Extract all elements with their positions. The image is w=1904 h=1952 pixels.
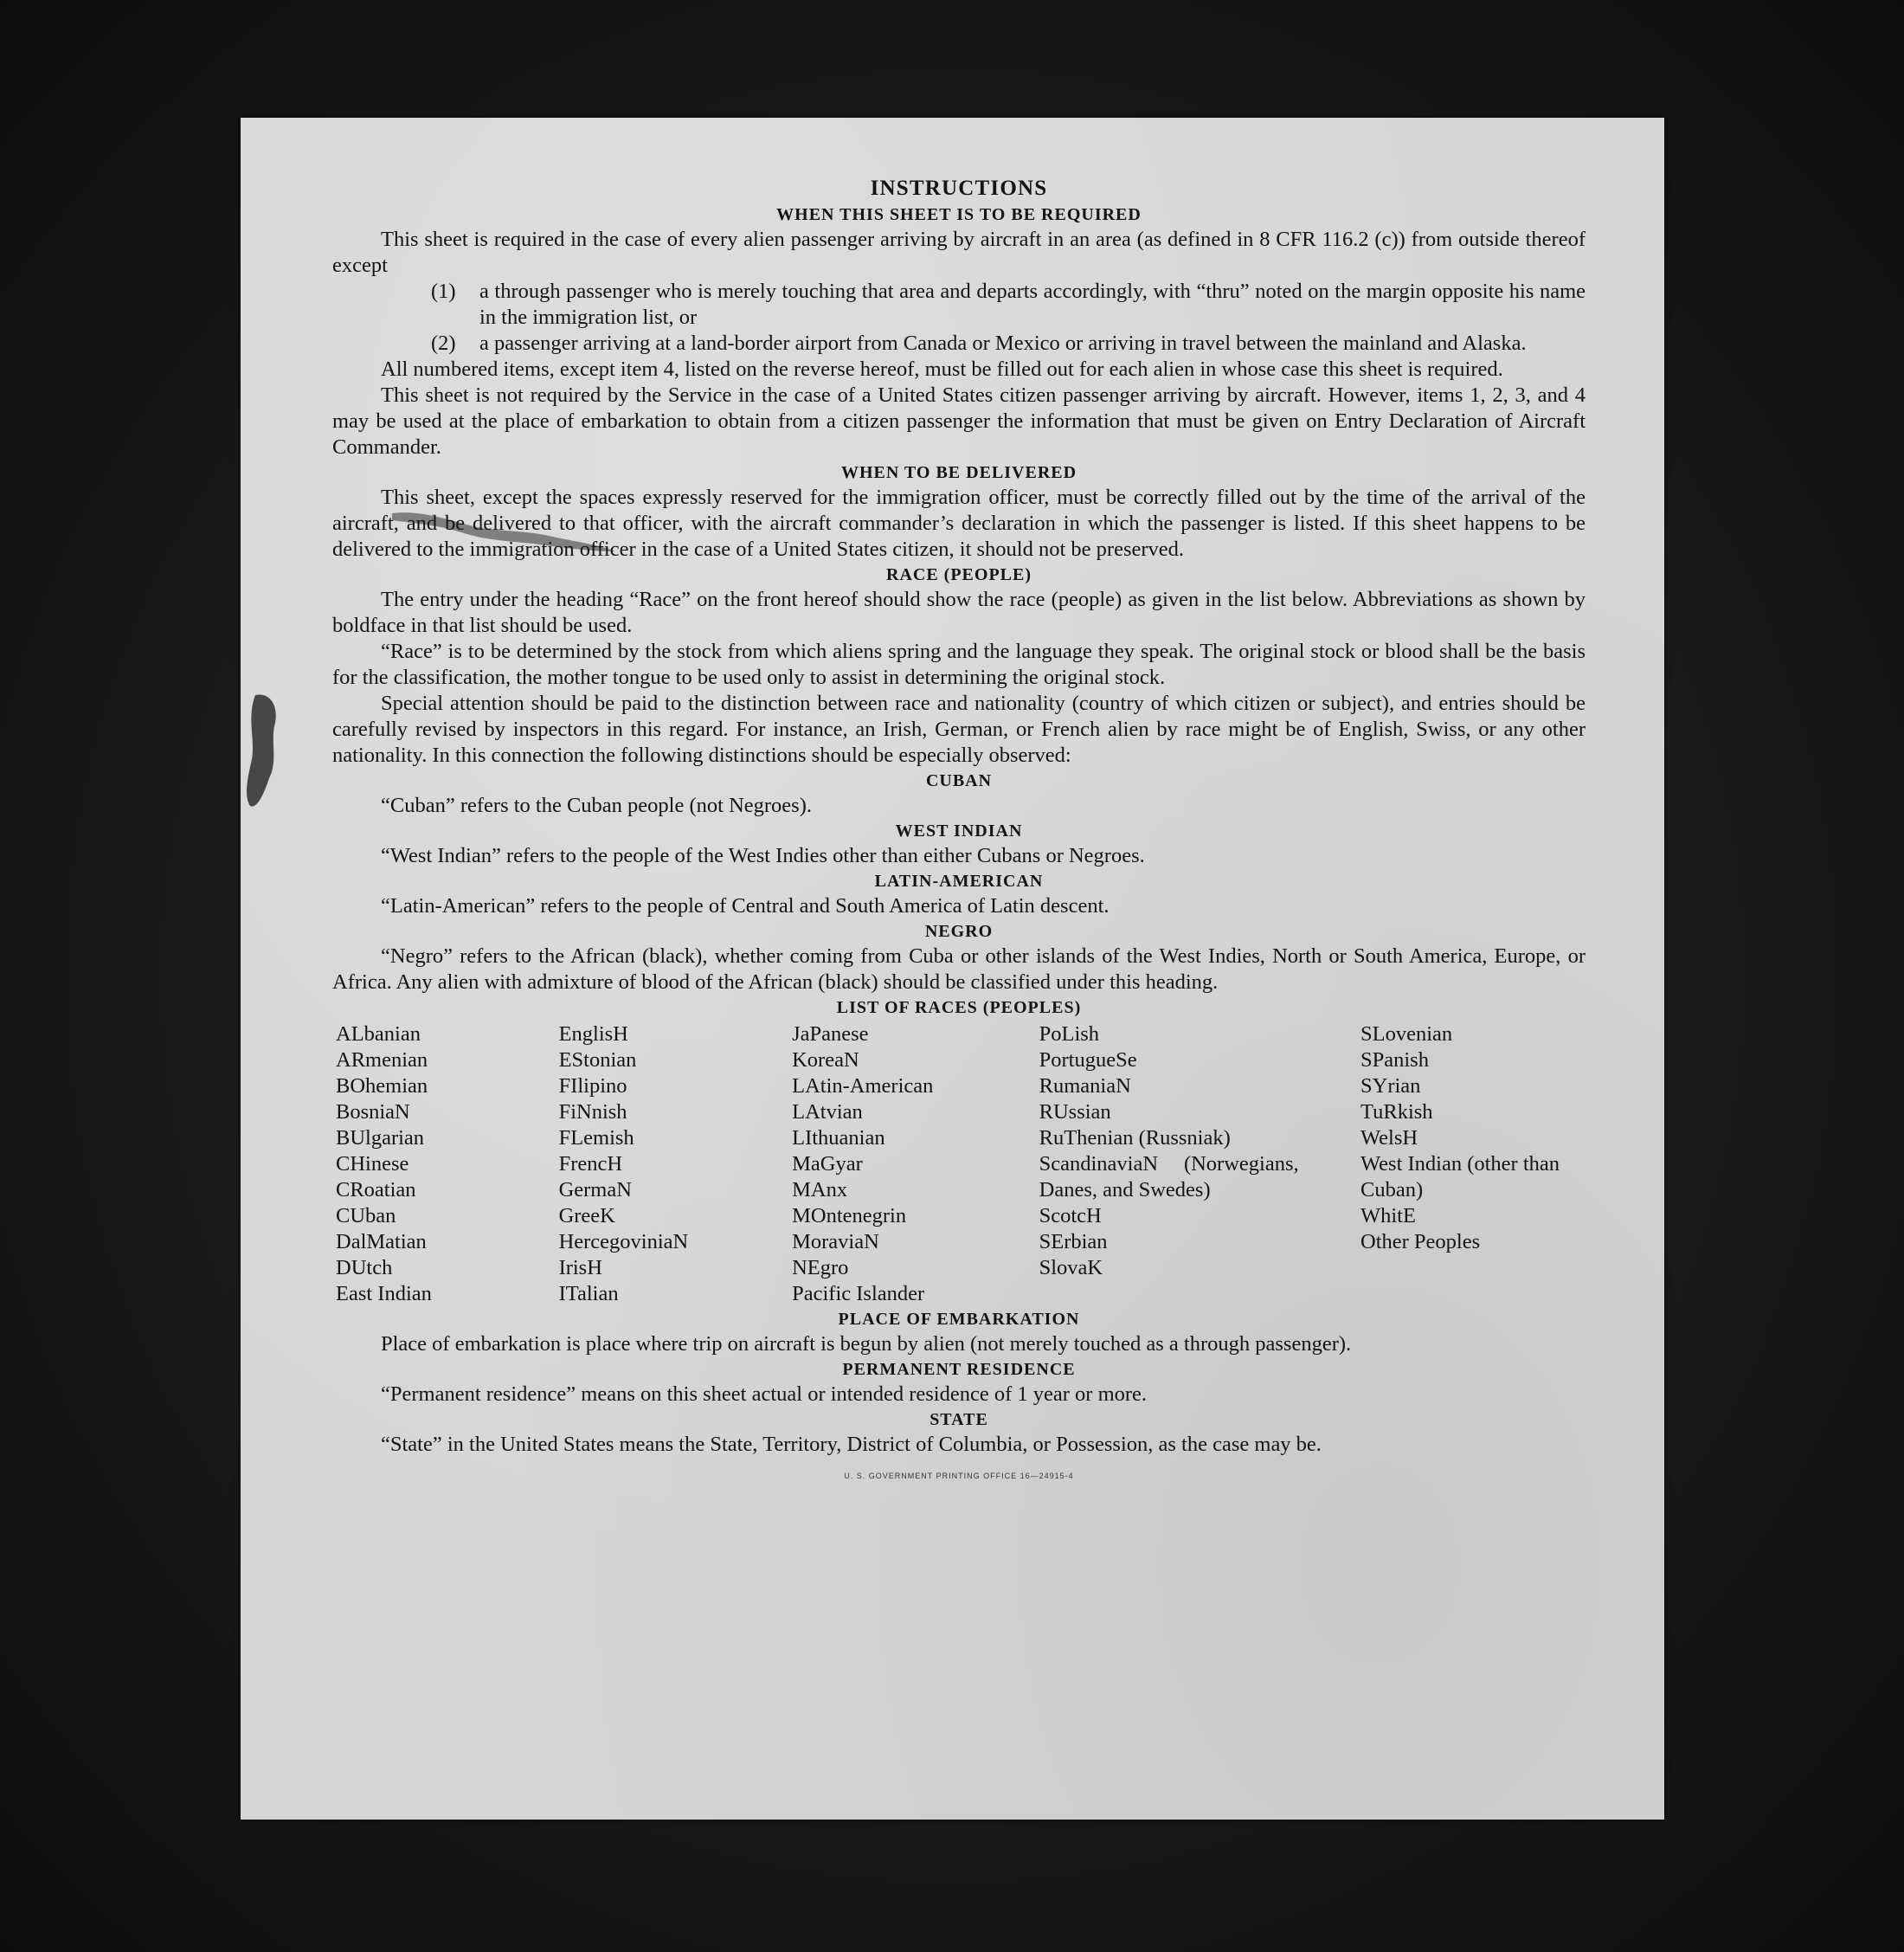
exception-item [431,331,1586,357]
race-column-3 [792,1021,1039,1307]
when-required-paragraph: This sheet is required in the case of every alien passenger arriving by aircraft in an area (as defined in 8 CFR 116.2 (c)) from outside thereof except [332,228,1586,277]
race-entry: FLemish [558,1126,634,1150]
latin-american-paragraph: “Latin-American” refers to the people of Central and South America of Latin descent. [381,894,1110,918]
race-entry: KoreaN [792,1048,859,1072]
race-entry: NEgro [792,1256,849,1279]
instructions-content [332,175,1586,1489]
race-entry: MaGyar [792,1152,863,1176]
race-entry: MoraviaN [792,1230,879,1253]
race-entry: FrencH [558,1152,623,1176]
when-delivered-paragraph: This sheet, except the spaces expressly reserved for the immigration officer, must be correctly filled out by the time of the arrival of the aircraft, and be delivered to that officer, with the aircraft commander’s declaration in which the passenger is listed. If this sheet happens to be delivered to the immigration officer in the case of a United States citizen, it should not be preserved. [332,486,1586,561]
negro-paragraph: “Negro” refers to the African (black), whether coming from Cuba or other islands of the West Indies, North or South America, Europe, or Africa. Any alien with admixture of blood of the African (black) should be classified under this heading. [332,944,1586,994]
race-entry: EStonian [558,1048,637,1072]
race-entry: GreeK [558,1204,615,1227]
race-entry: FIlipino [558,1074,627,1098]
race-entry: West Indian (other than Cuban) [1360,1152,1560,1201]
heading-state: STATE [929,1410,988,1429]
race-entry: BOhemian [336,1074,428,1098]
race-entry: LAtin-American [792,1074,934,1098]
permanent-residence-paragraph: “Permanent residence” means on this sheet actual or intended residence of 1 year or more. [381,1382,1148,1406]
race-entry: WelsH [1360,1126,1418,1150]
heading-race: RACE (PEOPLE) [886,565,1032,584]
race-column-4 [1039,1021,1360,1307]
race-entry: EnglisH [558,1022,628,1046]
heading-when-required: WHEN THIS SHEET IS TO BE REQUIRED [776,205,1142,224]
race-entry: TuRkish [1360,1100,1433,1124]
heading-west-indian: WEST INDIAN [895,821,1023,841]
race-entry: RUssian [1039,1100,1111,1124]
race-entry: LAtvian [792,1100,863,1124]
heading-latin-american: LATIN-AMERICAN [874,872,1044,891]
document-sheet [241,118,1664,1820]
race-entry: ARmenian [336,1048,428,1072]
heading-when-delivered: WHEN TO BE DELIVERED [840,463,1077,482]
race-entry: WhitE [1360,1204,1416,1227]
ink-blot-edge [245,692,283,813]
race-entry: SPanish [1360,1048,1429,1072]
race-paragraph-2: “Race” is to be determined by the stock from which aliens spring and the language they speak. The original stock or blood shall be the basis for the classification, the mother tongue to be used only to assist in determining the original stock. [332,640,1586,689]
item-number: (2) [431,332,456,355]
race-entry: PortugueSe [1039,1048,1137,1072]
race-column-5 [1360,1021,1586,1307]
printing-office-imprint: U. S. GOVERNMENT PRINTING OFFICE 16—24915-4 [844,1472,1074,1480]
race-column-2 [559,1021,793,1307]
numbered-items-paragraph: All numbered items, except item 4, listed on the reverse hereof, must be filled out for each alien in whose case this sheet is required. [381,358,1503,381]
race-entry: LIthuanian [792,1126,885,1150]
race-entry: RuThenian (Russniak) [1039,1126,1231,1150]
race-entry: BosniaN [336,1100,410,1124]
race-entry: MAnx [792,1178,848,1201]
item-number: (1) [431,280,456,303]
heading-permanent-residence: PERMANENT RESIDENCE [842,1360,1076,1379]
race-entry: Other Peoples [1360,1230,1481,1253]
race-paragraph-1: The entry under the heading “Race” on the front hereof should show the race (people) as given in the list below. Abbreviations as shown by boldface in that list should be used. [332,588,1586,637]
exception-item [431,279,1586,331]
race-entry: CRoatian [336,1178,416,1201]
race-entry: RumaniaN [1039,1074,1131,1098]
race-entry: CUban [336,1204,396,1227]
race-entry: ScotcH [1039,1204,1102,1227]
race-entry: DalMatian [336,1230,427,1253]
race-entry: ALbanian [336,1022,421,1046]
race-entry: SlovaK [1039,1256,1103,1279]
heading-list-of-races: LIST OF RACES (PEOPLES) [836,998,1082,1017]
race-entry: CHinese [336,1152,409,1176]
item-text: a passenger arriving at a land-border airport from Canada or Mexico or arriving in travel between the mainland and Alaska. [479,332,1527,355]
citizen-passenger-paragraph: This sheet is not required by the Service in the case of a United States citizen passenger arriving by aircraft. However, items 1, 2, 3, and 4 may be used at the place of embarkation to obtain from a citizen passenger the information that must be given on Entry Declaration of Aircraft Commander. [332,383,1586,459]
race-list [336,1021,1586,1307]
cuban-paragraph: “Cuban” refers to the Cuban people (not Negroes). [381,794,812,817]
race-paragraph-3: Special attention should be paid to the distinction between race and nationality (country of which citizen or subject), and entries should be carefully revised by inspectors in this regard. For instance, an Irish, German, or French alien by race might be of English, Swiss, or any other nationality. In this connection the following distinctions should be especially observed: [332,692,1586,767]
race-entry: GermaN [558,1178,632,1201]
race-entry: Pacific Islander [792,1282,925,1305]
race-entry: IrisH [558,1256,602,1279]
item-text: a through passenger who is merely touching that area and departs accordingly, with “thru” noted on the margin opposite his name in the immigration list, or [479,280,1586,329]
state-paragraph: “State” in the United States means the State, Territory, District of Columbia, or Possession, as the case may be. [381,1433,1322,1456]
race-entry: ITalian [558,1282,619,1305]
heading-place-of-embarkation: PLACE OF EMBARKATION [838,1310,1080,1329]
race-column-1 [336,1021,559,1307]
race-entry: HercegoviniaN [558,1230,689,1253]
race-entry: BUlgarian [336,1126,425,1150]
place-of-embarkation-paragraph: Place of embarkation is place where trip on aircraft is begun by alien (not merely touched as a through passenger). [381,1332,1352,1356]
race-entry: MOntenegrin [792,1204,907,1227]
race-entry: PoLish [1039,1022,1100,1046]
heading-cuban: CUBAN [925,771,993,790]
race-entry: JaPanese [792,1022,869,1046]
race-entry: DUtch [336,1256,393,1279]
race-entry: FiNnish [558,1100,627,1124]
west-indian-paragraph: “West Indian” refers to the people of the West Indies other than either Cubans or Negroes. [381,844,1145,867]
race-entry: ScandinaviaN (Norwegians, Danes, and Swedes) [1039,1152,1299,1201]
race-entry: SYrian [1360,1074,1421,1098]
page-title: INSTRUCTIONS [870,177,1048,200]
race-entry: SLovenian [1360,1022,1453,1046]
race-entry: East Indian [336,1282,432,1305]
race-entry: SErbian [1039,1230,1108,1253]
heading-negro: NEGRO [924,922,994,941]
